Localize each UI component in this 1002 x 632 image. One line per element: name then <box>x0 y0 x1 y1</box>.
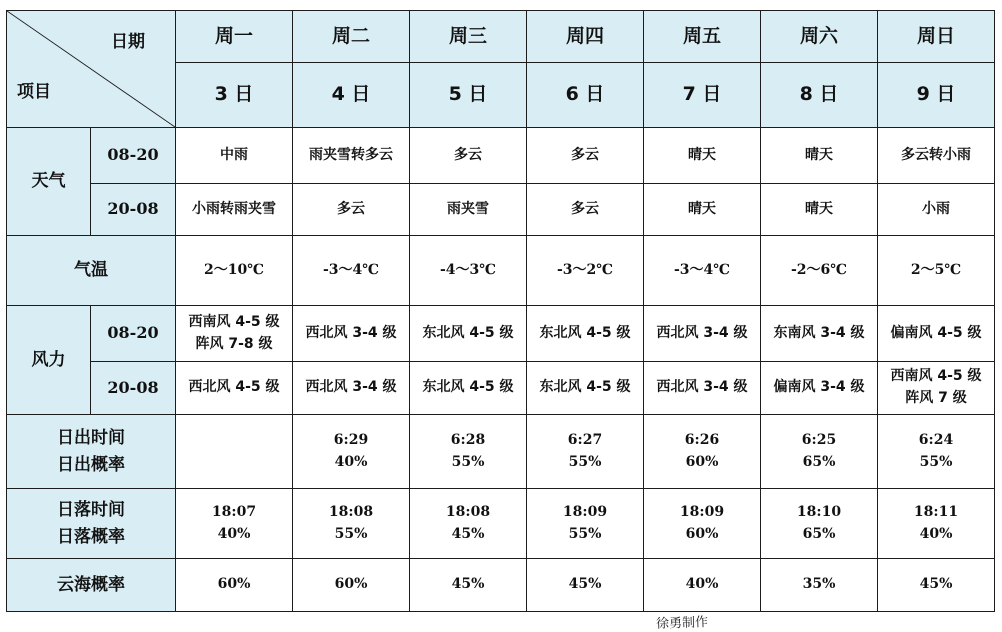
wind-period-day: 08-20 <box>91 306 176 362</box>
wind-night-cell <box>410 362 527 415</box>
wind-day-cell <box>644 306 761 362</box>
wind-day-text: 西南风 4-5 级 <box>188 313 280 330</box>
cloud-sea-cell: 60% <box>293 559 410 612</box>
sunrise-prob-label: 日出概率 <box>57 454 125 475</box>
date-cell: 8 日 <box>761 63 878 128</box>
weather-period-day: 08-20 <box>91 128 176 184</box>
sunset-time: 18:07 <box>211 503 257 520</box>
weekday-cell: 周二 <box>293 11 410 63</box>
cloud-sea-cell: 45% <box>410 559 527 612</box>
weather-day-cell: 晴天 <box>644 128 761 184</box>
weather-night-cell: 小雨 <box>878 184 995 236</box>
sunrise-cell <box>527 415 644 489</box>
wind-night-text: 西北风 3-4 级 <box>305 379 397 396</box>
sunset-cell <box>527 489 644 559</box>
sunset-prob: 55% <box>334 525 368 542</box>
wind-night-text: 东北风 4-5 级 <box>539 379 631 396</box>
wind-day-text: 东南风 3-4 级 <box>773 324 865 341</box>
temperature-label: 气温 <box>7 236 176 306</box>
weather-night-cell: 多云 <box>527 184 644 236</box>
weekday-cell: 周五 <box>644 11 761 63</box>
temperature-cell: -3～4℃ <box>644 236 761 306</box>
weekday-cell: 周六 <box>761 11 878 63</box>
date-cell: 3 日 <box>176 63 293 128</box>
sunset-cell <box>293 489 410 559</box>
sunset-time: 18:11 <box>913 503 959 520</box>
sunset-time-label: 日落时间 <box>57 500 125 521</box>
sunrise-time: 6:26 <box>684 431 720 448</box>
header-corner-cell <box>7 11 176 128</box>
wind-night-text: 西北风 4-5 级 <box>188 379 280 396</box>
weather-night-cell: 雨夹雪 <box>410 184 527 236</box>
temperature-cell: -2～6℃ <box>761 236 878 306</box>
sunrise-prob: 55% <box>451 453 485 470</box>
wind-day-cell <box>410 306 527 362</box>
sunset-cell <box>644 489 761 559</box>
sunrise-time: 6:28 <box>450 431 486 448</box>
wind-day-cell <box>878 306 995 362</box>
temperature-cell: -4～3℃ <box>410 236 527 306</box>
wind-night-text: 西南风 4-5 级 <box>890 368 982 385</box>
sunrise-time: 6:29 <box>333 431 369 448</box>
date-cell: 7 日 <box>644 63 761 128</box>
item-header-label: 项目 <box>17 81 51 102</box>
cloud-sea-cell: 40% <box>644 559 761 612</box>
weekday-cell: 周三 <box>410 11 527 63</box>
wind-day-text: 西北风 3-4 级 <box>656 324 748 341</box>
weather-period-night: 20-08 <box>91 184 176 236</box>
wind-night-text: 东北风 4-5 级 <box>422 379 514 396</box>
wind-night-cell <box>644 362 761 415</box>
weekday-cell: 周日 <box>878 11 995 63</box>
date-cell: 9 日 <box>878 63 995 128</box>
sunset-cell <box>878 489 995 559</box>
temperature-cell: -3～2℃ <box>527 236 644 306</box>
sunrise-prob: 55% <box>568 453 602 470</box>
date-header-label: 日期 <box>111 32 145 52</box>
cloud-sea-cell: 35% <box>761 559 878 612</box>
sunset-time: 18:09 <box>562 503 608 520</box>
weather-day-cell: 中雨 <box>176 128 293 184</box>
sunrise-prob: 55% <box>919 453 953 470</box>
sunset-prob: 45% <box>451 525 485 542</box>
signature-text: 徐勇制作 <box>655 615 709 632</box>
temperature-cell: 2～5℃ <box>878 236 995 306</box>
wind-label: 风力 <box>7 306 91 415</box>
wind-night-cell <box>878 362 995 415</box>
wind-day-text: 东北风 4-5 级 <box>422 324 514 341</box>
weather-day-cell: 多云 <box>527 128 644 184</box>
sunrise-cell <box>410 415 527 489</box>
weather-day-cell: 多云转小雨 <box>878 128 995 184</box>
sunset-prob-label: 日落概率 <box>57 526 125 547</box>
sunset-prob: 60% <box>685 525 719 542</box>
sunset-time: 18:08 <box>328 503 374 520</box>
wind-day-cell <box>293 306 410 362</box>
weather-night-cell: 晴天 <box>644 184 761 236</box>
cloud-sea-label: 云海概率 <box>7 559 176 612</box>
sunset-prob: 65% <box>802 525 836 542</box>
weather-day-cell: 晴天 <box>761 128 878 184</box>
sunrise-prob: 40% <box>334 453 368 470</box>
sunset-time: 18:08 <box>445 503 491 520</box>
sunrise-cell <box>878 415 995 489</box>
weather-day-cell: 多云 <box>410 128 527 184</box>
sunrise-prob: 65% <box>802 453 836 470</box>
wind-night-cell <box>761 362 878 415</box>
sunset-time: 18:09 <box>679 503 725 520</box>
cloud-sea-cell: 45% <box>527 559 644 612</box>
wind-day-text: 西北风 3-4 级 <box>305 324 397 341</box>
sunset-prob: 40% <box>217 525 251 542</box>
temperature-cell: -3～4℃ <box>293 236 410 306</box>
sunset-label <box>7 489 176 559</box>
sunrise-cell <box>644 415 761 489</box>
weather-night-cell: 小雨转雨夹雪 <box>176 184 293 236</box>
date-cell: 5 日 <box>410 63 527 128</box>
diagonal-divider <box>7 11 175 127</box>
sunrise-prob: 60% <box>685 453 719 470</box>
sunrise-label <box>7 415 176 489</box>
wind-day-cell <box>527 306 644 362</box>
wind-day-cell <box>761 306 878 362</box>
wind-day-text: 偏南风 4-5 级 <box>890 324 982 341</box>
cloud-sea-cell: 60% <box>176 559 293 612</box>
sunrise-time: 6:27 <box>567 431 603 448</box>
sunrise-time-label: 日出时间 <box>57 428 125 449</box>
sunrise-cell <box>176 415 293 489</box>
wind-period-night: 20-08 <box>91 362 176 415</box>
sunrise-cell <box>761 415 878 489</box>
weekday-cell: 周四 <box>527 11 644 63</box>
weather-night-cell: 多云 <box>293 184 410 236</box>
wind-night-text: 偏南风 3-4 级 <box>773 379 865 396</box>
sunrise-time: 6:24 <box>918 431 954 448</box>
date-cell: 6 日 <box>527 63 644 128</box>
temperature-cell: 2～10℃ <box>176 236 293 306</box>
cloud-sea-cell: 45% <box>878 559 995 612</box>
wind-day-gust: 阵风 7-8 级 <box>195 335 273 352</box>
wind-night-cell <box>527 362 644 415</box>
weather-day-cell: 雨夹雪转多云 <box>293 128 410 184</box>
weekday-cell: 周一 <box>176 11 293 63</box>
wind-day-cell <box>176 306 293 362</box>
sunset-time: 18:10 <box>796 503 842 520</box>
sunset-cell <box>761 489 878 559</box>
wind-night-gust: 阵风 7 级 <box>905 390 967 406</box>
sunrise-time: 6:25 <box>801 431 837 448</box>
sunset-cell <box>176 489 293 559</box>
date-cell: 4 日 <box>293 63 410 128</box>
sunset-prob: 55% <box>568 525 602 542</box>
wind-night-cell <box>293 362 410 415</box>
wind-night-cell <box>176 362 293 415</box>
weather-forecast-table <box>6 10 995 612</box>
weather-label: 天气 <box>7 128 91 236</box>
weather-night-cell: 晴天 <box>761 184 878 236</box>
sunset-cell <box>410 489 527 559</box>
wind-night-text: 西北风 3-4 级 <box>656 379 748 396</box>
wind-day-text: 东北风 4-5 级 <box>539 324 631 341</box>
sunrise-cell <box>293 415 410 489</box>
sunset-prob: 40% <box>919 525 953 542</box>
